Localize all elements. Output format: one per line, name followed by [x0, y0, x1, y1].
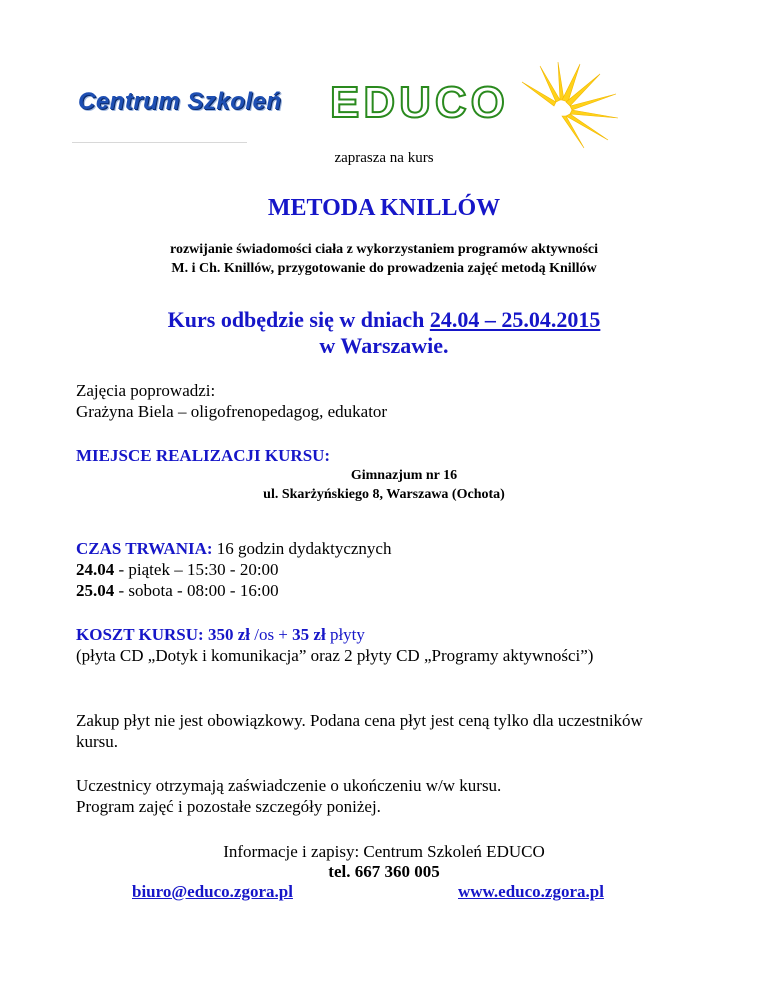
email-link[interactable]: biuro@educo.zgora.pl [132, 882, 293, 901]
day1-date: 24.04 [76, 560, 115, 579]
purchase-note: Zakup płyt nie jest obowiązkowy. Podana cena płyt jest ceną tylko dla uczestników kursu. [76, 711, 643, 751]
instructor-name: Grażyna Biela – oligofrenopedagog, edukator [76, 402, 388, 421]
cost-per: /os + [249, 625, 293, 644]
day2-schedule: - sobota - 08:00 - 16:00 [114, 581, 279, 600]
certificate-section [76, 775, 696, 817]
course-title: METODA KNILLÓW [267, 195, 501, 221]
subtitle-line-1: rozwijanie świadomości ciała z wykorzystaniem programów aktywności [170, 242, 598, 257]
cost-note: (płyta CD „Dotyk i komunikacja” oraz 2 płyty CD „Programy aktywności”) [76, 646, 594, 665]
cd-word: płyty [325, 625, 365, 644]
subtitle-line-2: M. i Ch. Knillów, przygotowanie do prowadzenia zajęć metodą Knillów [171, 261, 597, 276]
contact-phone: tel. 667 360 005 [328, 862, 440, 881]
duration-section [76, 538, 696, 601]
dates-place: w Warszawie. [319, 333, 449, 358]
day1-schedule: - piątek – 15:30 - 20:00 [114, 560, 279, 579]
dates-prefix: Kurs odbędzie się w dniach [167, 307, 430, 332]
certificate-line-2: Program zajęć i pozostałe szczegóły poniżej. [76, 797, 381, 816]
venue-details [0, 466, 768, 504]
sun-icon [500, 60, 620, 150]
website-link[interactable]: www.educo.zgora.pl [458, 882, 604, 901]
cost-section [76, 624, 696, 666]
logo-centrum-szkolen-text: Centrum Szkoleń [78, 88, 282, 115]
certificate-line-1: Uczestnicy otrzymają zaświadczenie o ukończeniu w/w kursu. [76, 776, 502, 795]
contact-label: Informacje i zapisy: Centrum Szkoleń EDUCO [223, 842, 545, 861]
logo-educo-text: EDUCO [330, 78, 509, 127]
venue-line-1: Gimnazjum nr 16 [350, 468, 458, 483]
course-subtitle [0, 240, 768, 278]
day2-date: 25.04 [76, 581, 115, 600]
course-dates [0, 307, 768, 359]
venue-heading: MIEJSCE REALIZACJI KURSU: [76, 446, 331, 465]
instructor-label: Zajęcia poprowadzi: [76, 381, 216, 400]
instructor-section [76, 380, 696, 422]
logo-underline [72, 142, 247, 143]
cd-price: 35 zł [292, 625, 326, 644]
duration-heading: CZAS TRWANIA: [76, 539, 213, 558]
educo-logo [60, 60, 620, 150]
duration-value: 16 godzin dydaktycznych [212, 539, 392, 558]
venue-line-2: ul. Skarżyńskiego 8, Warszawa (Ochota) [263, 487, 505, 502]
dates-range: 24.04 – 25.04.2015 [429, 307, 601, 332]
cost-heading: KOSZT KURSU: 350 zł [76, 625, 250, 644]
invite-text: zaprasza na kurs [334, 150, 434, 166]
